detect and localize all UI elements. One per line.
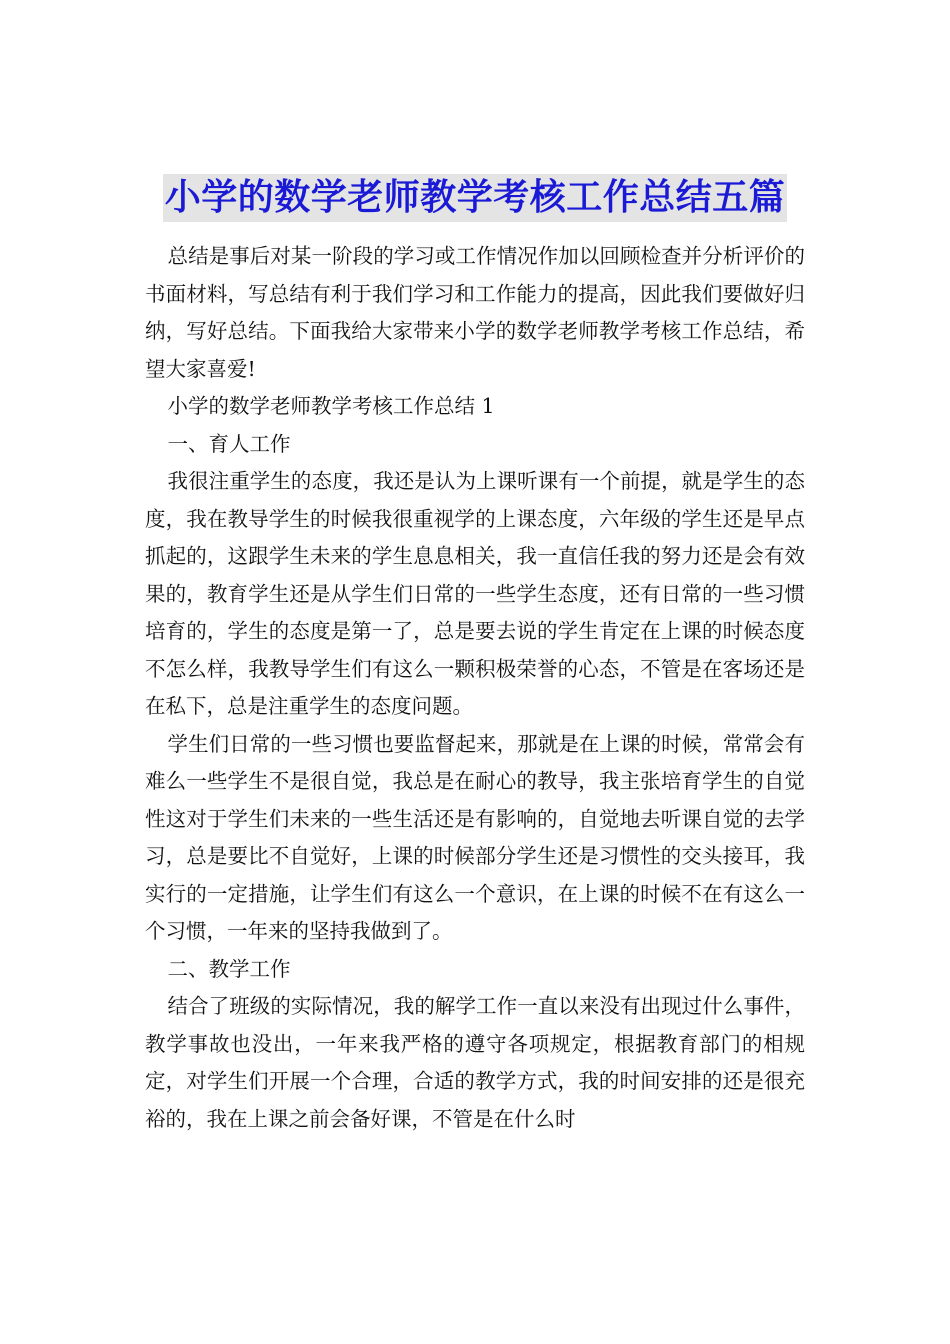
document-title: 小学的数学老师教学考核工作总结五篇 bbox=[163, 174, 788, 222]
heading-education-work: 一、育人工作 bbox=[167, 431, 291, 456]
paragraph-habits: 学生们日常的一些习惯也要监督起来，那就是在上课的时候，常常会有难么一些学生不是很自觉，我总是在耐心的教导，我主张培育学生的自觉性这对于学生们未来的一些生活还是有影响的，自觉地去听课自觉的去学习，总是要比不自觉好，上课的时候部分学生还是习惯性的交头接耳，我实行的一定措施，让学生们有这么一个意识，在上课的时候不在有这么一个习惯，一年来的坚持我做到了。 bbox=[145, 731, 805, 943]
title-container bbox=[0, 174, 950, 222]
section-title: 小学的数学老师教学考核工作总结 1 bbox=[167, 394, 495, 418]
document-body bbox=[145, 238, 805, 1138]
intro-paragraph: 总结是事后对某一阶段的学习或工作情况作加以回顾检查并分析评价的书面材料，写总结有利于我们学习和工作能力的提高，因此我们要做好归纳，写好总结。下面我给大家带来小学的数学老师教学考核工作总结，希望大家喜爱! bbox=[145, 244, 805, 381]
paragraph-attitude: 我很注重学生的态度，我还是认为上课听课有一个前提，就是学生的态度，我在教导学生的时候我很重视学的上课态度，六年级的学生还是早点抓起的，这跟学生未来的学生息息相关，我一直信任我的努力还是会有效果的，教育学生还是从学生们日常的一些学生态度，还有日常的一些习惯培育的，学生的态度是第一了，总是要去说的学生肯定在上课的时候态度不怎么样，我教导学生们有这么一颗积极荣誉的心态，不管是在客场还是在私下，总是注重学生的态度问题。 bbox=[145, 469, 805, 718]
paragraph-teaching: 结合了班级的实际情况，我的解学工作一直以来没有出现过什么事件，教学事故也没出，一年来我严格的遵守各项规定，根据教育部门的相规定，对学生们开展一个合理，合适的教学方式，我的时间安排的还是很充裕的，我在上课之前会备好课，不管是在什么时 bbox=[145, 994, 805, 1131]
heading-teaching-work: 二、教学工作 bbox=[167, 956, 291, 981]
